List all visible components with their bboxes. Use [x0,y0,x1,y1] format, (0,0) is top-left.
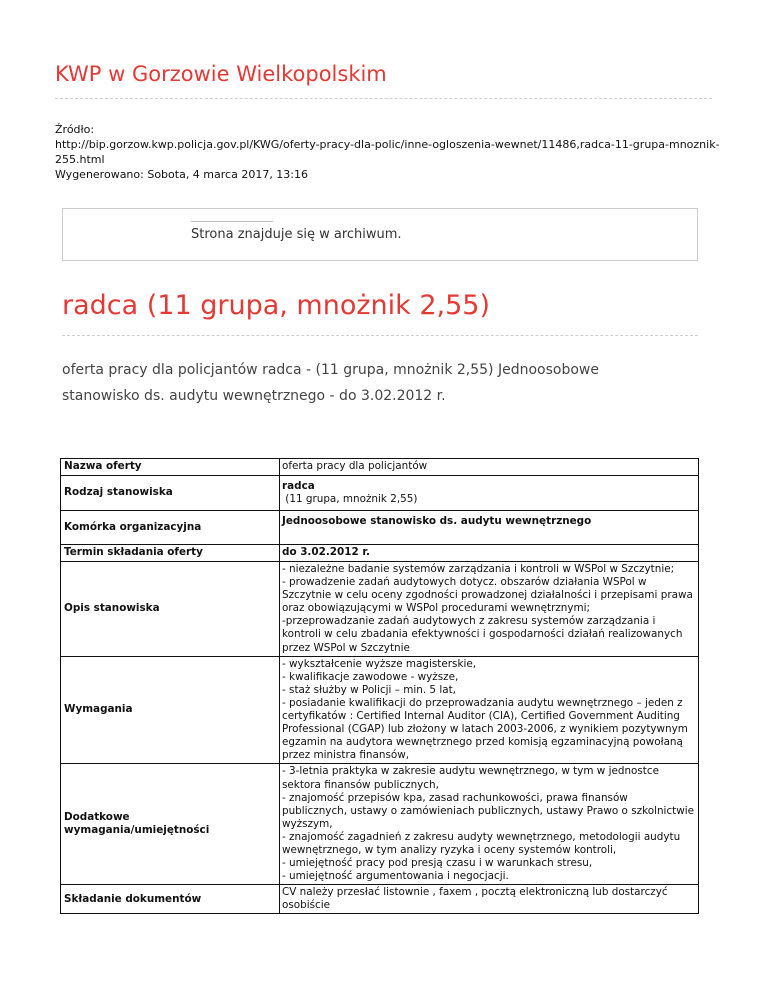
row-label: Opis stanowiska [61,562,280,657]
lead-paragraph: oferta pracy dla policjantów radca - (11 grupa, mnożnik 2,55) Jednoosobowe stanowisko ds. audytu wewnętrznego - do 3.02.2012 r. [62,362,599,404]
row-value-line: - umiejętność pracy pod presją czasu i w warunkach stresu, [282,857,593,870]
row-value-line: - niezależne badanie systemów zarządzania i kontroli w WSPol w Szczytnie; [282,563,675,575]
row-value-line: - umiejętność argumentowania i negocjacji. [282,870,509,883]
row-value-line: - wykształcenie wyższe magisterskie, [282,657,477,670]
row-value [280,562,699,657]
row-label: Termin składania oferty [61,545,280,562]
offer-table [60,458,699,914]
row-value-line: - znajomość przepisów kpa, zasad rachunkowości, prawa finansów publicznych, ustawy o zamówieniach publicznych, ustawy Prawo o szkolnictwie wyższym, [282,791,695,830]
row-value-line: oferta pracy dla policjantów [282,460,428,472]
row-value [280,885,699,914]
page-title: radca (11 grupa, mnożnik 2,55) [62,290,491,321]
table-row [61,511,699,545]
row-value [280,511,699,545]
row-label: Dodatkowe wymagania/umiejętności [61,764,280,885]
row-value [280,545,699,562]
row-value-line: CV należy przesłać listownie , faxem , pocztą elektroniczną lub dostarczyć osobiście [282,886,668,912]
row-value [280,476,699,511]
row-value [280,459,699,476]
document-meta [55,122,720,182]
generated-timestamp: Wygenerowano: Sobota, 4 marca 2017, 13:16 [55,168,309,181]
row-label: Nazwa oferty [61,459,280,476]
archive-notice-box [62,208,698,261]
row-value-line: - kwalifikacje zawodowe - wyższe, [282,670,459,683]
table-row [61,656,699,764]
row-value-line: - prowadzenie zadań audytowych dotycz. obszarów działania WSPol w Szczytnie w celu oceny zgodności prowadzonej działalności i przepisami prawa oraz obowiązującymi w WSPol procedurami wewnętrznymi; [282,576,693,615]
site-title: KWP w Gorzowie Wielkopolskim [55,62,387,86]
row-value-line: -przeprowadzanie zadań audytowych z zakresu systemów zarządzania i kontroli w celu zbadania efektywności i gospodarności działań realizowanych przez WSPol w Szczytnie [282,615,683,654]
row-value-line: - posiadanie kwalifikacji do przeprowadzania audytu wewnętrznego – jeden z certyfikatów : Certified Internal Auditor (CIA), Certified Government Auditing Professional (CGAP) lub złożony w latach 2003-2006, z wynikiem pozytywnym egzamin na audytora wewnętrznego przed komisją egzaminacyjną powołaną przez ministra finansów, [282,696,688,762]
row-value-line: - 3-letnia praktyka w zakresie audytu wewnętrznego, w tym w jednostce sektora finansów publicznych, [282,765,659,791]
header-divider [55,98,712,99]
row-value-line: - staż służby w Policji – min. 5 lat, [282,683,456,696]
source-url[interactable]: http://bip.gorzow.kwp.policja.gov.pl/KWG/oferty-pracy-dla-polic/inne-ogloszenia-wewnet/11486,radca-11-grupa-mnoznik-255.html [55,138,720,166]
table-row [61,885,699,914]
row-label: Składanie dokumentów [61,885,280,914]
row-value-line: radca [282,480,315,492]
archive-notice: Strona znajduje się w archiwum. [191,227,402,242]
row-label: Wymagania [61,656,280,764]
row-label: Komórka organizacyjna [61,511,280,545]
title-divider [62,335,698,336]
row-label: Rodzaj stanowiska [61,476,280,511]
row-value-line: do 3.02.2012 r. [282,546,370,558]
table-row [61,459,699,476]
source-label: Źródło: [55,123,95,136]
archive-rule [191,221,273,222]
row-value-line: - znajomość zagadnień z zakresu audyty wewnętrznego, metodologii audytu wewnętrznego, w tym analizy ryzyka i oceny systemów kontroli, [282,830,681,856]
row-value-line: Jednoosobowe stanowisko ds. audytu wewnętrznego [282,515,592,527]
row-value-line: (11 grupa, mnożnik 2,55) [282,493,418,506]
row-value [280,656,699,764]
table-row [61,545,699,562]
table-row [61,562,699,657]
table-row [61,764,699,885]
row-value [280,764,699,885]
table-row [61,476,699,511]
